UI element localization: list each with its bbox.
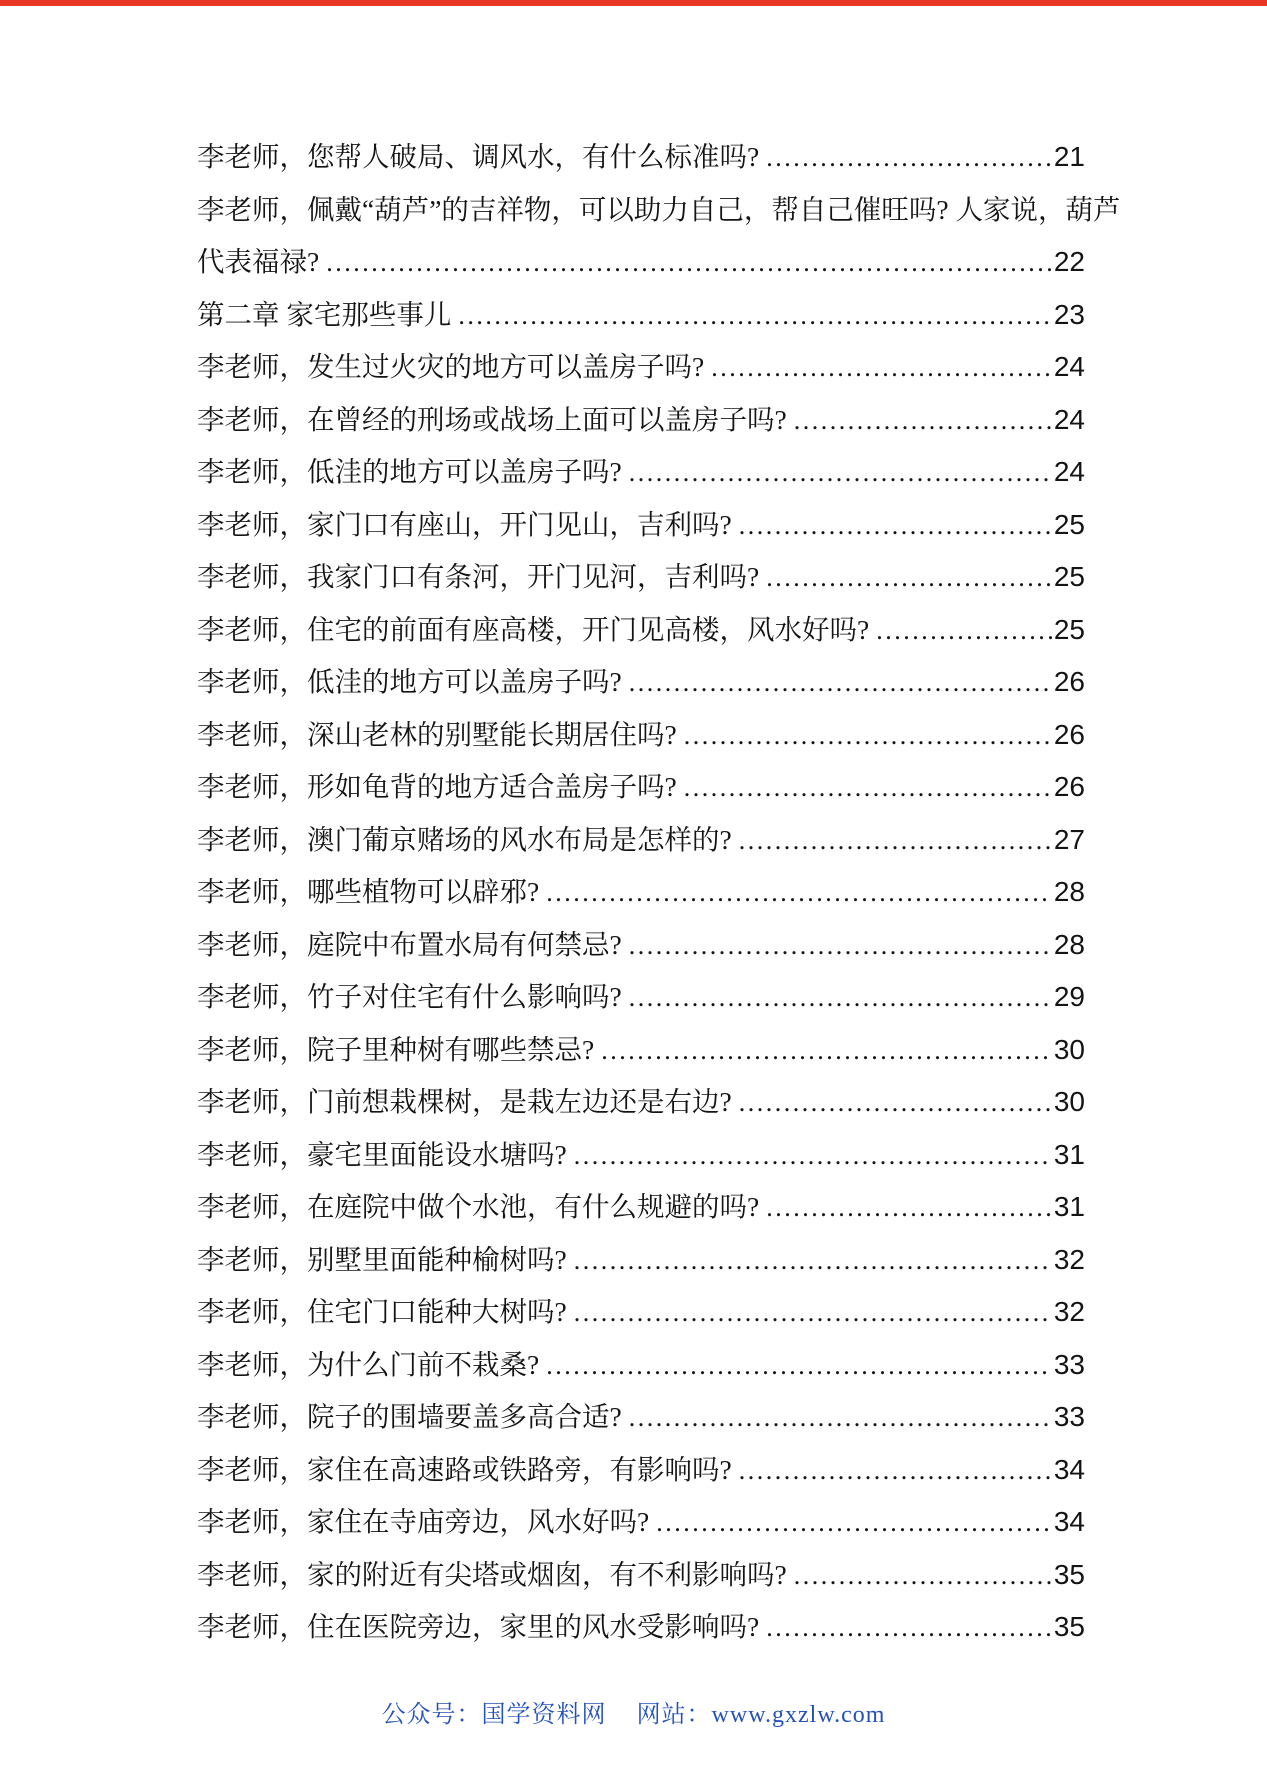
dot-leader bbox=[876, 616, 1052, 646]
dot-leader bbox=[629, 1403, 1052, 1433]
toc-entry bbox=[197, 712, 1085, 765]
toc-entry-page: 22 bbox=[1053, 246, 1085, 277]
toc-entry-page: 26 bbox=[1053, 666, 1085, 697]
dot-leader bbox=[656, 1508, 1052, 1538]
toc-entry-page: 26 bbox=[1053, 771, 1085, 802]
toc-entry bbox=[197, 502, 1085, 555]
toc-entry bbox=[197, 607, 1085, 660]
toc-entry-page: 34 bbox=[1053, 1506, 1085, 1537]
toc-entry-page: 33 bbox=[1053, 1401, 1085, 1432]
dot-leader bbox=[574, 1246, 1052, 1276]
toc-entry bbox=[197, 1237, 1085, 1290]
dot-leader bbox=[546, 878, 1052, 908]
dot-leader bbox=[766, 1613, 1052, 1643]
dot-leader bbox=[766, 1193, 1052, 1223]
dot-leader bbox=[326, 248, 1052, 278]
dot-leader bbox=[629, 458, 1052, 488]
toc-entry bbox=[197, 1027, 1085, 1080]
toc-entry-text: 李老师，门前想栽棵树，是栽左边还是右边? bbox=[197, 1086, 732, 1117]
dot-leader bbox=[739, 511, 1052, 541]
toc-entry bbox=[197, 187, 1121, 240]
toc-entry bbox=[197, 554, 1085, 607]
toc-entry-page: 30 bbox=[1053, 1033, 1085, 1065]
toc-entry-text: 李老师，低洼的地方可以盖房子吗? bbox=[197, 666, 622, 697]
toc-entry-text: 李老师，佩戴“葫芦”的吉祥物，可以助力自己，帮自己催旺吗? 人家说，葫芦 bbox=[197, 193, 1121, 225]
toc-entry-text: 李老师，发生过火灾的地方可以盖房子吗? bbox=[197, 351, 705, 382]
toc-entry-page: 25 bbox=[1053, 561, 1085, 592]
toc-entry bbox=[197, 1132, 1085, 1185]
dot-leader bbox=[458, 301, 1051, 331]
toc-entry-text: 李老师，为什么门前不栽桑? bbox=[197, 1348, 540, 1380]
toc-entry-page: 24 bbox=[1053, 456, 1085, 487]
toc-entry bbox=[197, 1394, 1085, 1447]
toc-entry-text: 第二章 家宅那些事儿 bbox=[197, 298, 452, 330]
toc-entry bbox=[197, 239, 1085, 292]
toc-entry-page: 24 bbox=[1053, 351, 1085, 382]
toc-entry bbox=[197, 1184, 1085, 1237]
dot-leader bbox=[601, 1036, 1052, 1066]
toc-entry-page: 26 bbox=[1053, 718, 1085, 750]
toc-entry bbox=[197, 1079, 1085, 1132]
toc-entry-text: 李老师，家的附近有尖塔或烟囱，有不利影响吗? bbox=[197, 1558, 787, 1590]
toc-entry-page: 24 bbox=[1053, 403, 1085, 435]
dot-leader bbox=[629, 983, 1052, 1013]
toc-entry bbox=[197, 1552, 1085, 1605]
toc-entry bbox=[197, 134, 1085, 187]
toc-entry-text: 李老师，院子的围墙要盖多高合适? bbox=[197, 1401, 622, 1432]
toc-entry bbox=[197, 449, 1085, 502]
dot-leader bbox=[739, 826, 1052, 856]
toc-entry bbox=[197, 659, 1085, 712]
toc-chapter-entry bbox=[197, 292, 1085, 345]
dot-leader bbox=[574, 1141, 1052, 1171]
dot-leader bbox=[794, 406, 1052, 436]
toc-entry-page: 25 bbox=[1053, 613, 1085, 645]
dot-leader bbox=[794, 1561, 1052, 1591]
website-label: 网站：www.gxzlw.com bbox=[636, 1702, 886, 1728]
toc-entry-page: 25 bbox=[1053, 508, 1085, 540]
toc-entry bbox=[197, 1447, 1085, 1500]
toc-entry-page: 28 bbox=[1053, 928, 1085, 960]
toc-entry-text: 李老师，别墅里面能种榆树吗? bbox=[197, 1243, 567, 1275]
toc-entry-page: 35 bbox=[1053, 1611, 1085, 1642]
toc-entry-text: 李老师，家住在寺庙旁边，风水好吗? bbox=[197, 1506, 650, 1537]
toc-entry-page: 31 bbox=[1053, 1138, 1085, 1170]
toc-entry-page: 29 bbox=[1053, 981, 1085, 1012]
dot-leader bbox=[684, 773, 1052, 803]
toc-entry-text: 李老师，在庭院中做个水池，有什么规避的吗? bbox=[197, 1191, 760, 1222]
toc-entry-text: 李老师，豪宅里面能设水塘吗? bbox=[197, 1138, 567, 1170]
toc-entry-text: 李老师，低洼的地方可以盖房子吗? bbox=[197, 456, 622, 487]
dot-leader bbox=[739, 1088, 1052, 1118]
dot-leader bbox=[684, 721, 1052, 751]
toc-entry bbox=[197, 974, 1085, 1027]
toc-entry bbox=[197, 869, 1085, 922]
toc-entry bbox=[197, 1289, 1085, 1342]
toc-entry bbox=[197, 344, 1085, 397]
table-of-contents bbox=[197, 134, 1121, 1657]
toc-entry bbox=[197, 1342, 1085, 1395]
toc-entry-page: 31 bbox=[1053, 1191, 1085, 1222]
toc-entry-page: 23 bbox=[1053, 298, 1085, 330]
toc-entry-text: 李老师，哪些植物可以辟邪? bbox=[197, 876, 540, 907]
toc-entry bbox=[197, 1604, 1085, 1657]
toc-entry-text: 代表福禄? bbox=[197, 246, 320, 277]
toc-entry-page: 21 bbox=[1053, 141, 1085, 172]
toc-entry-text: 李老师，在曾经的刑场或战场上面可以盖房子吗? bbox=[197, 403, 787, 435]
wechat-account-label: 公众号：国学资料网 bbox=[381, 1702, 607, 1728]
page-footer bbox=[0, 1694, 1267, 1729]
toc-entry-page: 28 bbox=[1053, 876, 1085, 907]
toc-entry-text: 李老师，家门口有座山，开门见山，吉利吗? bbox=[197, 508, 732, 540]
toc-entry bbox=[197, 764, 1085, 817]
toc-entry-text: 李老师，院子里种树有哪些禁忌? bbox=[197, 1033, 595, 1065]
toc-entry-page: 32 bbox=[1053, 1296, 1085, 1327]
dot-leader bbox=[629, 668, 1052, 698]
toc-entry-text: 李老师，澳门葡京赌场的风水布局是怎样的? bbox=[197, 823, 732, 855]
toc-entry-text: 李老师，住宅门口能种大树吗? bbox=[197, 1296, 567, 1327]
dot-leader bbox=[629, 931, 1052, 961]
toc-entry-page: 35 bbox=[1053, 1558, 1085, 1590]
toc-entry-text: 李老师，住在医院旁边，家里的风水受影响吗? bbox=[197, 1611, 760, 1642]
toc-entry-page: 30 bbox=[1053, 1086, 1085, 1117]
toc-entry-text: 李老师，竹子对住宅有什么影响吗? bbox=[197, 981, 622, 1012]
dot-leader bbox=[546, 1351, 1052, 1381]
dot-leader bbox=[766, 563, 1052, 593]
toc-entry-text: 李老师，庭院中布置水局有何禁忌? bbox=[197, 928, 622, 960]
top-red-rule bbox=[0, 0, 1267, 6]
toc-entry bbox=[197, 817, 1085, 870]
toc-entry-text: 李老师，家住在高速路或铁路旁，有影响吗? bbox=[197, 1453, 732, 1485]
toc-entry-page: 27 bbox=[1053, 823, 1085, 855]
dot-leader bbox=[766, 143, 1052, 173]
toc-entry-text: 李老师，您帮人破局、调风水，有什么标准吗? bbox=[197, 141, 760, 172]
toc-entry-text: 李老师，形如龟背的地方适合盖房子吗? bbox=[197, 771, 677, 802]
toc-entry-text: 李老师，深山老林的别墅能长期居住吗? bbox=[197, 718, 677, 750]
dot-leader bbox=[711, 353, 1052, 383]
toc-entry-page: 34 bbox=[1053, 1453, 1085, 1485]
toc-entry bbox=[197, 397, 1085, 450]
toc-entry bbox=[197, 922, 1085, 975]
toc-entry bbox=[197, 1499, 1085, 1552]
dot-leader bbox=[739, 1456, 1052, 1486]
toc-entry-text: 李老师，我家门口有条河，开门见河，吉利吗? bbox=[197, 561, 760, 592]
dot-leader bbox=[574, 1298, 1052, 1328]
toc-entry-page: 32 bbox=[1053, 1243, 1085, 1275]
toc-entry-page: 33 bbox=[1053, 1348, 1085, 1380]
toc-entry-text: 李老师，住宅的前面有座高楼，开门见高楼，风水好吗? bbox=[197, 613, 870, 645]
